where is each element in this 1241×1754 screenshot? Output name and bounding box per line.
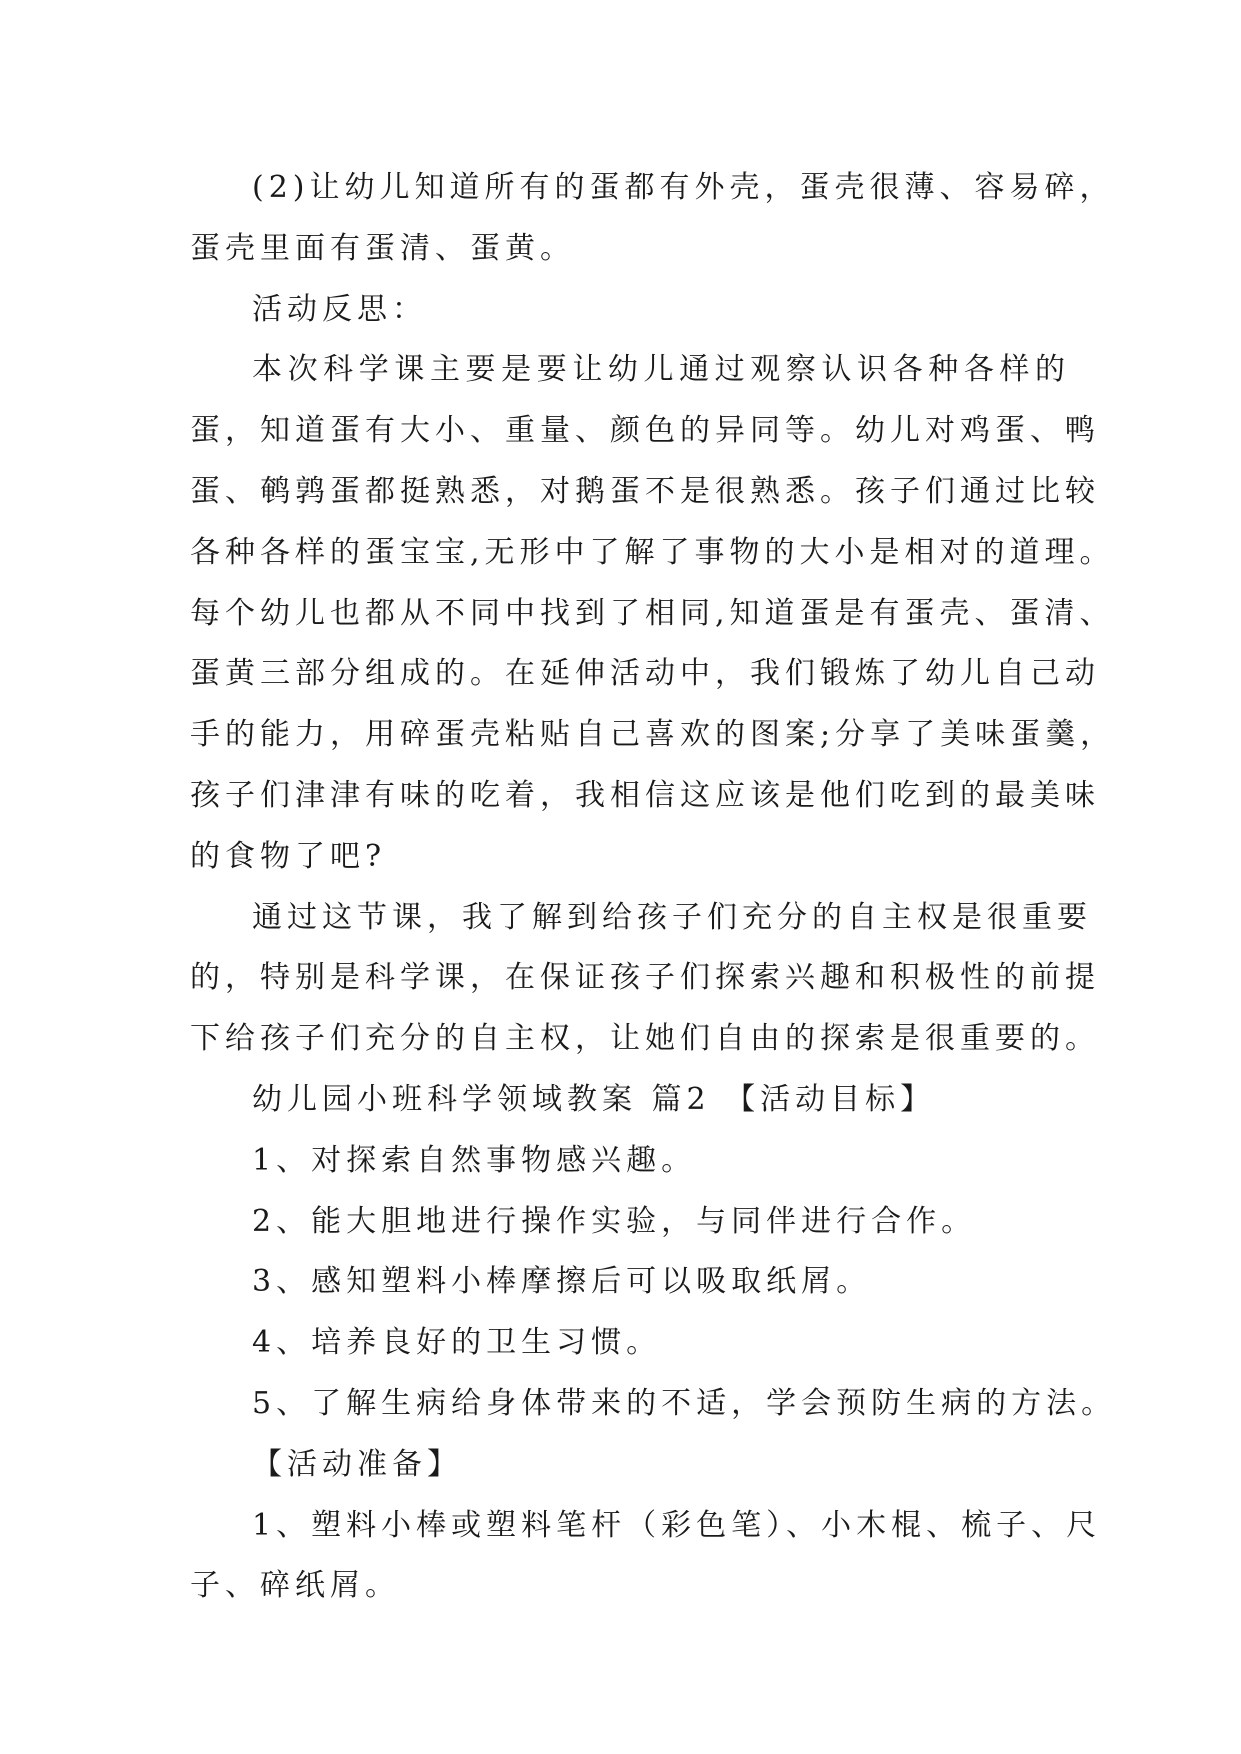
- paragraph-line: 孩子们津津有味的吃着，我相信这应该是他们吃到的最美味: [190, 777, 1100, 813]
- paragraph-line: 蛋，知道蛋有大小、重量、颜色的异同等。幼儿对鸡蛋、鸭: [190, 413, 1100, 449]
- paragraph-line: 的食物了吧?: [190, 838, 387, 874]
- paragraph-line: 本次科学课主要是要让幼儿通过观察认识各种各样的: [252, 352, 1070, 388]
- list-item: 5、了解生病给身体带来的不适，学会预防生病的方法。: [252, 1385, 1117, 1421]
- paragraph-line: 下给孩子们充分的自主权，让她们自由的探索是很重要的。: [190, 1021, 1100, 1057]
- document-body: [190, 158, 1117, 1617]
- list-item: 1、塑料小棒或塑料笔杆（彩色笔）、小木棍、梳子、尺: [252, 1507, 1102, 1543]
- list-item: 3、感知塑料小棒摩擦后可以吸取纸屑。: [252, 1264, 872, 1300]
- list-item: 2、能大胆地进行操作实验，与同伴进行合作。: [252, 1203, 977, 1239]
- section-heading: 【活动准备】: [252, 1446, 462, 1482]
- paragraph-line: 每个幼儿也都从不同中找到了相同,知道蛋是有蛋壳、蛋清、: [190, 595, 1115, 631]
- paragraph-line: 通过这节课，我了解到给孩子们充分的自主权是很重要: [252, 899, 1092, 935]
- paragraph-line: 的，特别是科学课，在保证孩子们探索兴趣和积极性的前提: [190, 960, 1100, 996]
- list-item: 子、碎纸屑。: [190, 1568, 400, 1604]
- paragraph-line: 蛋黄三部分组成的。在延伸活动中，我们锻炼了幼儿自己动: [190, 656, 1100, 692]
- paragraph-line: 蛋、鹌鹑蛋都挺熟悉，对鹅蛋不是很熟悉。孩子们通过比较: [190, 473, 1100, 509]
- paragraph-line: 各种各样的蛋宝宝,无形中了解了事物的大小是相对的道理。: [190, 534, 1115, 570]
- list-item: 1、对探索自然事物感兴趣。: [252, 1142, 697, 1178]
- list-item: 4、培养良好的卫生习惯。: [252, 1325, 662, 1361]
- paragraph-line: 蛋壳里面有蛋清、蛋黄。: [190, 230, 575, 266]
- paragraph-line: (2)让幼儿知道所有的蛋都有外壳，蛋壳很薄、容易碎，: [252, 170, 1115, 205]
- section-heading: 活动反思：: [252, 291, 427, 327]
- paragraph-line: 手的能力，用碎蛋壳粘贴自己喜欢的图案;分享了美味蛋羹，: [190, 717, 1116, 753]
- section-title: 幼儿园小班科学领域教案 篇2 【活动目标】: [252, 1081, 936, 1117]
